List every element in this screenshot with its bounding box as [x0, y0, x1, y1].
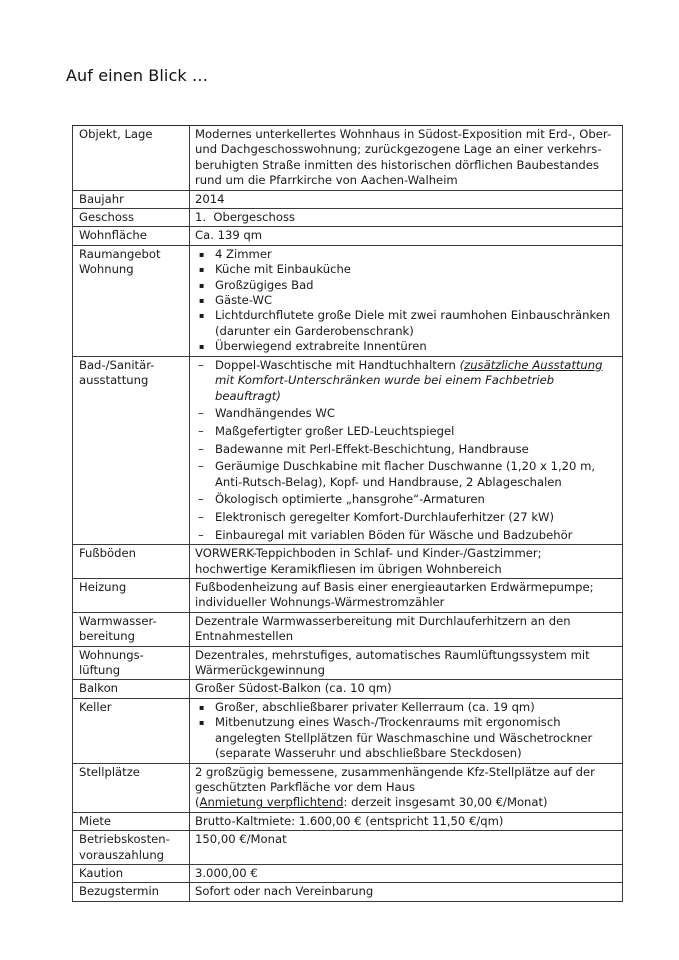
room-list: [195, 247, 617, 355]
square-bullet-icon: ▪: [199, 718, 205, 728]
list-item: [195, 442, 617, 457]
table-row-wohnflaeche: [73, 227, 623, 245]
parking-text: 2 großzügig bemessene, zusammenhängende Kfz-Stellplätze auf der geschützten Parkfläche vor dem Haus: [195, 764, 595, 794]
list-item-text: Ökologisch optimierte „hansgrohe“-Armaturen: [215, 492, 485, 507]
list-item-text: Doppel-Waschtische mit Handtuchhaltern: [215, 357, 460, 372]
dash-bullet: –: [198, 423, 204, 438]
row-label: Wohnfläche: [73, 227, 190, 245]
row-label: Stellplätze: [73, 763, 190, 812]
row-value: [190, 763, 623, 812]
table-row-geschoss: [73, 209, 623, 227]
list-item: [195, 700, 617, 715]
table-row-betriebskosten: [73, 831, 623, 865]
row-value: Fußbodenheizung auf Basis einer energieautarken Erdwärmepumpe; individueller Wohnungs-Wärmestromzähler: [190, 579, 623, 613]
dash-bullet: –: [198, 441, 204, 456]
list-item: [195, 406, 617, 421]
list-item-text: Einbauregal mit variablen Böden für Wäsche und Badzubehör: [215, 527, 573, 542]
list-item: [195, 424, 617, 439]
list-item-text: Gäste-WC: [215, 293, 273, 308]
row-label: Keller: [73, 698, 190, 763]
note-open: (: [459, 357, 465, 372]
square-bullet-icon: ▪: [199, 249, 205, 259]
table-row-lueftung: [73, 646, 623, 680]
table-row-warmwasser: [73, 612, 623, 646]
list-item: [195, 308, 617, 339]
row-value: [190, 356, 623, 545]
square-bullet-icon: ▪: [199, 311, 205, 321]
list-item-text: 4 Zimmer: [215, 246, 272, 261]
property-facts-table: [72, 125, 623, 902]
list-item-text: Überwiegend extrabreite Innentüren: [215, 339, 427, 354]
table-row-keller: [73, 698, 623, 763]
list-item-text: Elektronisch geregelter Komfort-Durchlauferhitzer (27 kW): [215, 510, 555, 525]
row-label: Objekt, Lage: [73, 126, 190, 191]
table-row-raumangebot: [73, 245, 623, 356]
list-item: [195, 339, 617, 354]
row-value: 2014: [190, 190, 623, 208]
list-item-text: Badewanne mit Perl-Effekt-Beschichtung, Handbrause: [215, 441, 529, 456]
square-bullet-icon: ▪: [199, 265, 205, 275]
row-value: 3.000,00 €: [190, 864, 623, 882]
bath-feature-list: [195, 358, 617, 544]
note-rest: mit Komfort-Unterschränken wurde bei einem Fachbetrieb beauftragt): [215, 373, 555, 403]
list-item: [195, 293, 617, 308]
row-label: Betriebskosten-vorauszahlung: [73, 831, 190, 865]
table-row-bad: [73, 356, 623, 545]
row-label: Heizung: [73, 579, 190, 613]
square-bullet-icon: ▪: [199, 296, 205, 306]
dash-bullet: –: [198, 510, 204, 525]
table-row-heizung: [73, 579, 623, 613]
row-label: Balkon: [73, 680, 190, 698]
row-value: Modernes unterkellertes Wohnhaus in Südost-Exposition mit Erd-, Ober- und Dachgeschosswohnung; zurückgezogene Lage an einer verkehrs-beruhigten Straße inmitten des historischen dörflichen Baubestandes rund um die Pfarrkirche von Aachen-Walheim: [190, 126, 623, 191]
list-item: [195, 262, 617, 277]
dash-bullet: –: [198, 406, 204, 421]
row-label: Bezugstermin: [73, 883, 190, 901]
list-item: [195, 247, 617, 262]
dash-bullet: –: [198, 357, 204, 372]
list-item-text: Wandhängendes WC: [215, 406, 335, 421]
row-value: Ca. 139 qm: [190, 227, 623, 245]
row-value: Dezentrale Warmwasserbereitung mit Durchlauferhitzern an den Entnahmestellen: [190, 612, 623, 646]
table-row-bezug: [73, 883, 623, 901]
square-bullet-icon: ▪: [199, 342, 205, 352]
row-label: Miete: [73, 812, 190, 830]
list-item: [195, 278, 617, 293]
list-item-text: Maßgefertigter großer LED-Leuchtspiegel: [215, 423, 455, 438]
table-row-objekt: [73, 126, 623, 191]
list-item: [195, 510, 617, 525]
list-item-text: Küche mit Einbauküche: [215, 262, 351, 277]
row-value: Dezentrales, mehrstufiges, automatisches Raumlüftungssystem mit Wärmerückgewinnung: [190, 646, 623, 680]
note-underlined: zusätzliche Ausstattung: [464, 357, 603, 372]
square-bullet-icon: ▪: [199, 280, 205, 290]
list-item: [195, 358, 617, 404]
parking-note-underlined: Anmietung verpflichtend: [199, 795, 344, 810]
square-bullet-icon: ▪: [199, 702, 205, 712]
row-label: Fußböden: [73, 545, 190, 579]
row-value: [190, 698, 623, 763]
row-value: Sofort oder nach Vereinbarung: [190, 883, 623, 901]
row-label-line: Raumangebot Wohnung: [79, 246, 161, 277]
list-item: [195, 459, 617, 490]
row-label: Bad-/Sanitär-ausstattung: [73, 356, 190, 545]
row-value: Großer Südost-Balkon (ca. 10 qm): [190, 680, 623, 698]
dash-bullet: –: [198, 527, 204, 542]
row-value: [190, 245, 623, 356]
list-item-text: Großzügiges Bad: [215, 277, 314, 292]
row-label: Warmwasser-bereitung: [73, 612, 190, 646]
table-row-kaution: [73, 864, 623, 882]
row-label: Kaution: [73, 864, 190, 882]
row-value: 1. Obergeschoss: [190, 209, 623, 227]
parking-note-rest: : derzeit insgesamt 30,00 €/Monat): [343, 795, 548, 810]
row-label: Wohnungs-lüftung: [73, 646, 190, 680]
list-item: [195, 492, 617, 507]
list-item-text: Mitbenutzung eines Wasch-/Trockenraums mit ergonomisch angelegten Stellplätzen für Waschmaschine und Wäschetrockner (separate Wasseruhr und abschließbare Steckdosen): [215, 715, 593, 761]
table-row-miete: [73, 812, 623, 830]
list-item-text: Großer, abschließbarer privater Kellerraum (ca. 19 qm): [215, 699, 535, 714]
dash-bullet: –: [198, 459, 204, 474]
list-item-text: Geräumige Duschkabine mit flacher Duschwanne (1,20 x 1,20 m, Anti-Rutsch-Belag), Kopf- und Handbrause, 2 Ablageschalen: [215, 459, 596, 489]
table-row-balkon: [73, 680, 623, 698]
row-value: 150,00 €/Monat: [190, 831, 623, 865]
row-label: [73, 245, 190, 356]
table-row-stellplaetze: [73, 763, 623, 812]
list-item: [195, 715, 617, 761]
cellar-list: [195, 700, 617, 762]
page-title: Auf einen Blick …: [66, 66, 209, 85]
table-row-baujahr: [73, 190, 623, 208]
row-value: VORWERK-Teppichboden in Schlaf- und Kinder-/Gastzimmer; hochwertige Keramikfliesen im übrigen Wohnbereich: [190, 545, 623, 579]
row-value: Brutto-Kaltmiete: 1.600,00 € (entspricht 11,50 €/qm): [190, 812, 623, 830]
list-item: [195, 528, 617, 543]
row-label: Baujahr: [73, 190, 190, 208]
dash-bullet: –: [198, 492, 204, 507]
row-label: Geschoss: [73, 209, 190, 227]
list-item-text: Lichtdurchflutete große Diele mit zwei raumhohen Einbauschränken (darunter ein Garderobenschrank): [215, 308, 611, 338]
parking-note-open: (: [195, 795, 200, 810]
table-row-fussboeden: [73, 545, 623, 579]
